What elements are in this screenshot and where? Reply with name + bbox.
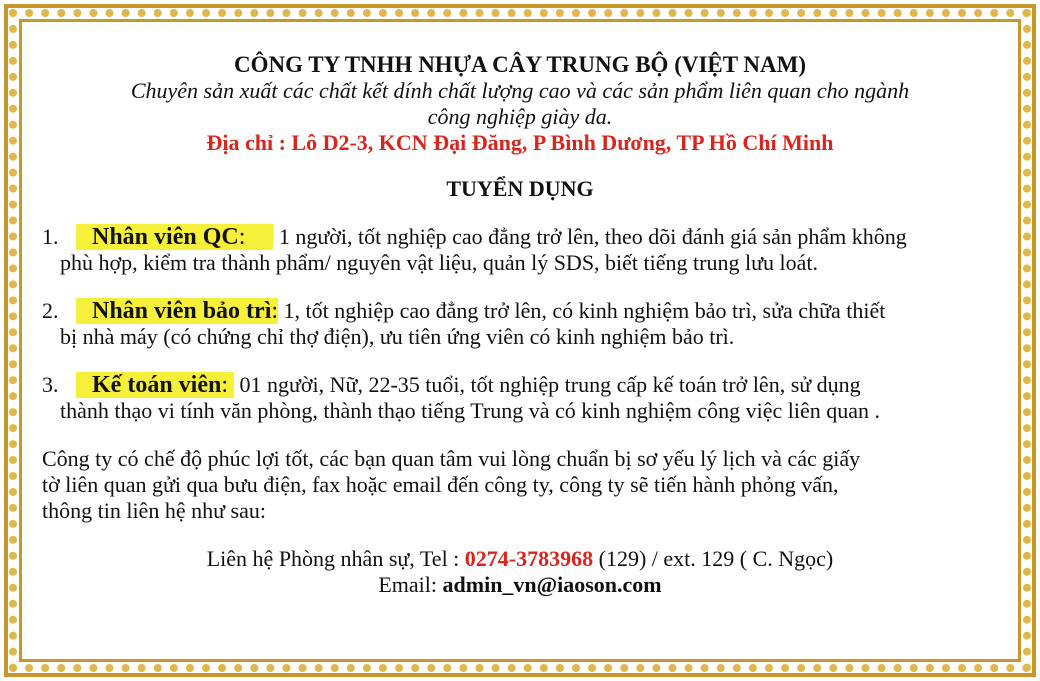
contact-block <box>42 546 998 598</box>
position-item <box>42 224 998 276</box>
position-description-line1: 1, tốt nghiệp cao đẳng trở lên, có kinh nghiệm bảo trì, sửa chữa thiết <box>278 298 886 323</box>
position-description-line1: 01 người, Nữ, 22-35 tuổi, tốt nghiệp trung cấp kế toán trở lên, sử dụng <box>234 372 861 397</box>
position-description-line2: thành thạo vi tính văn phòng, thành thạo tiếng Trung và có kinh nghiệm công việc liên quan . <box>60 398 880 423</box>
position-name: Kế toán viên: <box>76 372 234 398</box>
contact-prefix: Liên hệ Phòng nhân sự, Tel : <box>206 546 465 571</box>
position-description-line2: phù hợp, kiểm tra thành phẩm/ nguyên vật liệu, quản lý SDS, biết tiếng trung lưu loát. <box>60 250 819 275</box>
benefits-note-line1: Công ty có chế độ phúc lợi tốt, các bạn quan tâm vui lòng chuẩn bị sơ yếu lý lịch và các giấy <box>42 446 861 471</box>
position-name: Nhân viên QC: <box>76 224 273 250</box>
benefits-note-line3: thông tin liên hệ như sau: <box>42 498 266 523</box>
benefits-note-line2: tờ liên quan gửi qua bưu điện, fax hoặc email đến công ty, công ty sẽ tiến hành phỏng vấn, <box>42 472 839 497</box>
position-number: 3. <box>42 372 59 397</box>
company-name: CÔNG TY TNHH NHỰA CÂY TRUNG BỘ (VIỆT NAM) <box>233 52 807 77</box>
job-posting-content <box>42 52 998 598</box>
position-description-line1: 1 người, tốt nghiệp cao đẳng trở lên, theo dõi đánh giá sản phẩm không <box>273 224 907 249</box>
email-label: Email: <box>378 572 443 597</box>
contact-email: admin_vn@iaoson.com <box>442 572 662 597</box>
position-item <box>42 372 998 424</box>
position-number: 1. <box>42 224 59 249</box>
company-tagline-line2: công nghiệp giày da. <box>427 104 613 129</box>
position-description-line2: bị nhà máy (có chứng chỉ thợ điện), ưu tiên ứng viên có kinh nghiệm bảo trì. <box>60 324 735 349</box>
position-name: Nhân viên bảo trì: <box>76 298 278 324</box>
benefits-note <box>42 446 998 524</box>
contact-phone: 0274-3783968 <box>464 546 594 571</box>
contact-email-line <box>42 572 998 598</box>
company-address: Địa chỉ : Lô D2-3, KCN Đại Đăng, P Bình Dương, TP Hồ Chí Minh <box>206 130 834 155</box>
contact-phone-line <box>42 546 998 572</box>
company-tagline-line1: Chuyên sản xuất các chất kết dính chất lượng cao và các sản phẩm liên quan cho ngành <box>130 78 910 103</box>
contact-suffix: (129) / ext. 129 ( C. Ngọc) <box>593 546 834 571</box>
position-number: 2. <box>42 298 59 323</box>
position-item <box>42 298 998 350</box>
page-title: TUYỂN DỤNG <box>446 176 594 201</box>
